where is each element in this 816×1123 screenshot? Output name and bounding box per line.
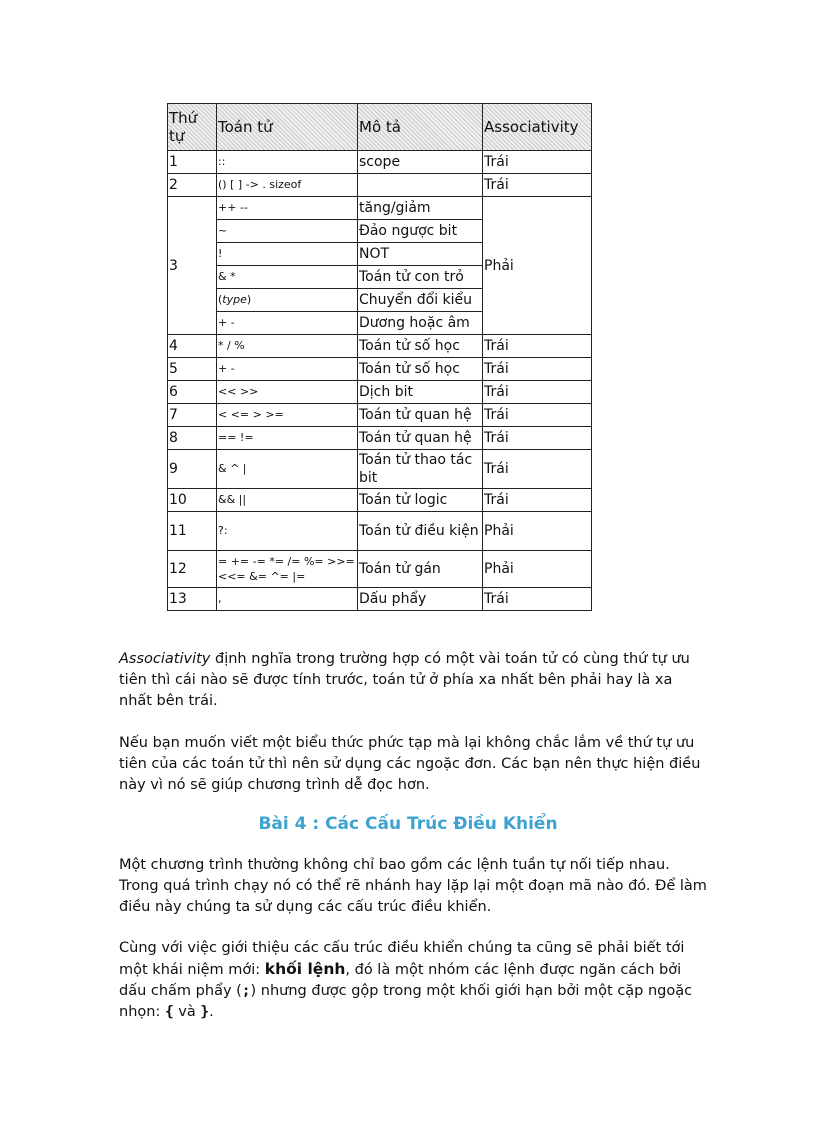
associativity-cell: Trái	[483, 335, 592, 358]
rank-cell: 6	[168, 381, 217, 404]
operator-cell: () [ ] -> . sizeof	[217, 174, 358, 197]
header-description: Mô tả	[358, 104, 483, 151]
rank-cell: 12	[168, 551, 217, 588]
operator-cell: ,	[217, 588, 358, 611]
operator-cell: ~	[217, 220, 358, 243]
associativity-cell: Trái	[483, 588, 592, 611]
associativity-cell: Trái	[483, 358, 592, 381]
block-text-5: .	[209, 1004, 214, 1020]
description-cell: Toán tử số học	[358, 358, 483, 381]
rank-cell: 7	[168, 404, 217, 427]
operator-cell: !	[217, 243, 358, 266]
rank-cell: 10	[168, 489, 217, 512]
table-row	[168, 489, 592, 512]
description-cell: Toán tử gán	[358, 551, 483, 588]
rank-cell: 2	[168, 174, 217, 197]
operator-cell: << >>	[217, 381, 358, 404]
operator-cell: + -	[217, 358, 358, 381]
semicolon-symbol: ;	[241, 983, 251, 999]
block-paragraph	[119, 938, 709, 1023]
description-cell: Dương hoặc âm	[358, 312, 483, 335]
close-brace-symbol: }	[200, 1004, 210, 1020]
operator-cell: * / %	[217, 335, 358, 358]
table-row	[168, 197, 592, 220]
associativity-cell: Phải	[483, 512, 592, 551]
table-row	[168, 588, 592, 611]
rank-cell: 9	[168, 450, 217, 489]
operator-cell: < <= > >=	[217, 404, 358, 427]
operator-paren-close: )	[246, 293, 252, 306]
block-term: khối lệnh	[264, 960, 346, 978]
associativity-cell: Trái	[483, 427, 592, 450]
associativity-text: định nghĩa trong trường hợp có một vài toán tử có cùng thứ tự ưu tiên thì cái nào sẽ được tính trước, toán tử ở phía xa nhất bên phải hay là xa nhất bên trái.	[119, 651, 690, 709]
table-row	[168, 174, 592, 197]
rank-cell: 5	[168, 358, 217, 381]
rank-cell: 1	[168, 151, 217, 174]
description-cell: Dấu phẩy	[358, 588, 483, 611]
associativity-cell: Trái	[483, 381, 592, 404]
header-operator: Toán tử	[217, 104, 358, 151]
open-brace-symbol: {	[164, 1004, 174, 1020]
description-cell: Toán tử điều kiện	[358, 512, 483, 551]
associativity-cell: Trái	[483, 450, 592, 489]
associativity-cell: Phải	[483, 197, 592, 335]
operator-type-italic: type	[222, 293, 247, 306]
section-heading: Bài 4 : Các Cấu Trúc Điều Khiển	[258, 814, 558, 834]
table-row	[168, 551, 592, 588]
operator-cell: + -	[217, 312, 358, 335]
operator-cell: & ^ |	[217, 450, 358, 489]
table-header-row	[168, 104, 592, 151]
control-structures-paragraph: Một chương trình thường không chỉ bao gồm các lệnh tuần tự nối tiếp nhau. Trong quá trình chạy nó có thể rẽ nhánh hay lặp lại một đoạn mã nào đó. Để làm điều này chúng ta sử dụng các cấu trúc điều khiển.	[119, 857, 707, 915]
description-cell: Toán tử quan hệ	[358, 427, 483, 450]
operator-cell: ++ --	[217, 197, 358, 220]
associativity-term: Associativity	[119, 651, 211, 667]
description-cell: Toán tử quan hệ	[358, 404, 483, 427]
description-cell: Đảo ngược bit	[358, 220, 483, 243]
operator-cell: ::	[217, 151, 358, 174]
description-cell: Toán tử con trỏ	[358, 266, 483, 289]
operator-cell: && ||	[217, 489, 358, 512]
associativity-cell: Trái	[483, 174, 592, 197]
table-row	[168, 335, 592, 358]
rank-cell: 4	[168, 335, 217, 358]
table-row	[168, 358, 592, 381]
associativity-paragraph	[119, 649, 709, 712]
associativity-cell: Trái	[483, 404, 592, 427]
description-cell: tăng/giảm	[358, 197, 483, 220]
operator-cell: ?:	[217, 512, 358, 551]
block-text-2: , đó là một nhóm các lệnh được ngăn cách bởi dấu chấm phẩy (	[119, 962, 682, 999]
description-cell: Toán tử logic	[358, 489, 483, 512]
header-rank: Thứ tự	[168, 104, 217, 151]
associativity-cell: Trái	[483, 151, 592, 174]
table-row	[168, 151, 592, 174]
operator-cell: & *	[217, 266, 358, 289]
table-row	[168, 427, 592, 450]
table-row	[168, 381, 592, 404]
description-cell: NOT	[358, 243, 483, 266]
rank-cell: 13	[168, 588, 217, 611]
description-cell: Dịch bit	[358, 381, 483, 404]
operator-cell: == !=	[217, 427, 358, 450]
table-row	[168, 512, 592, 551]
block-text-4: và	[173, 1004, 201, 1020]
header-associativity: Associativity	[483, 104, 592, 151]
description-cell	[358, 174, 483, 197]
rank-cell: 11	[168, 512, 217, 551]
description-cell: Toán tử số học	[358, 335, 483, 358]
associativity-cell: Trái	[483, 489, 592, 512]
description-cell: scope	[358, 151, 483, 174]
operator-cell: = += -= *= /= %= >>= <<= &= ^= |=	[217, 551, 358, 588]
block-text-3: ) nhưng được gộp trong một khối giới hạn bởi một cặp ngoặc nhọn:	[119, 983, 693, 1020]
description-cell: Toán tử thao tác bit	[358, 450, 483, 489]
block-text-1: Cùng với việc giới thiệu các cấu trúc điều khiển chúng ta cũng sẽ phải biết tới một khái niệm mới:	[119, 940, 685, 978]
rank-cell: 8	[168, 427, 217, 450]
rank-cell: 3	[168, 197, 217, 335]
parentheses-paragraph: Nếu bạn muốn viết một biểu thức phức tạp mà lại không chắc lắm về thứ tự ưu tiên của các toán tử thì nên sử dụng các ngoặc đơn. Các bạn nên thực hiện điều này vì nó sẽ giúp chương trình dễ đọc hơn.	[119, 735, 701, 793]
description-cell: Chuyển đổi kiểu	[358, 289, 483, 312]
operator-precedence-table	[167, 103, 592, 611]
operator-cell	[217, 289, 358, 312]
table-row	[168, 450, 592, 489]
table-row	[168, 404, 592, 427]
operator-paren-open: (	[218, 293, 223, 306]
associativity-cell: Phải	[483, 551, 592, 588]
